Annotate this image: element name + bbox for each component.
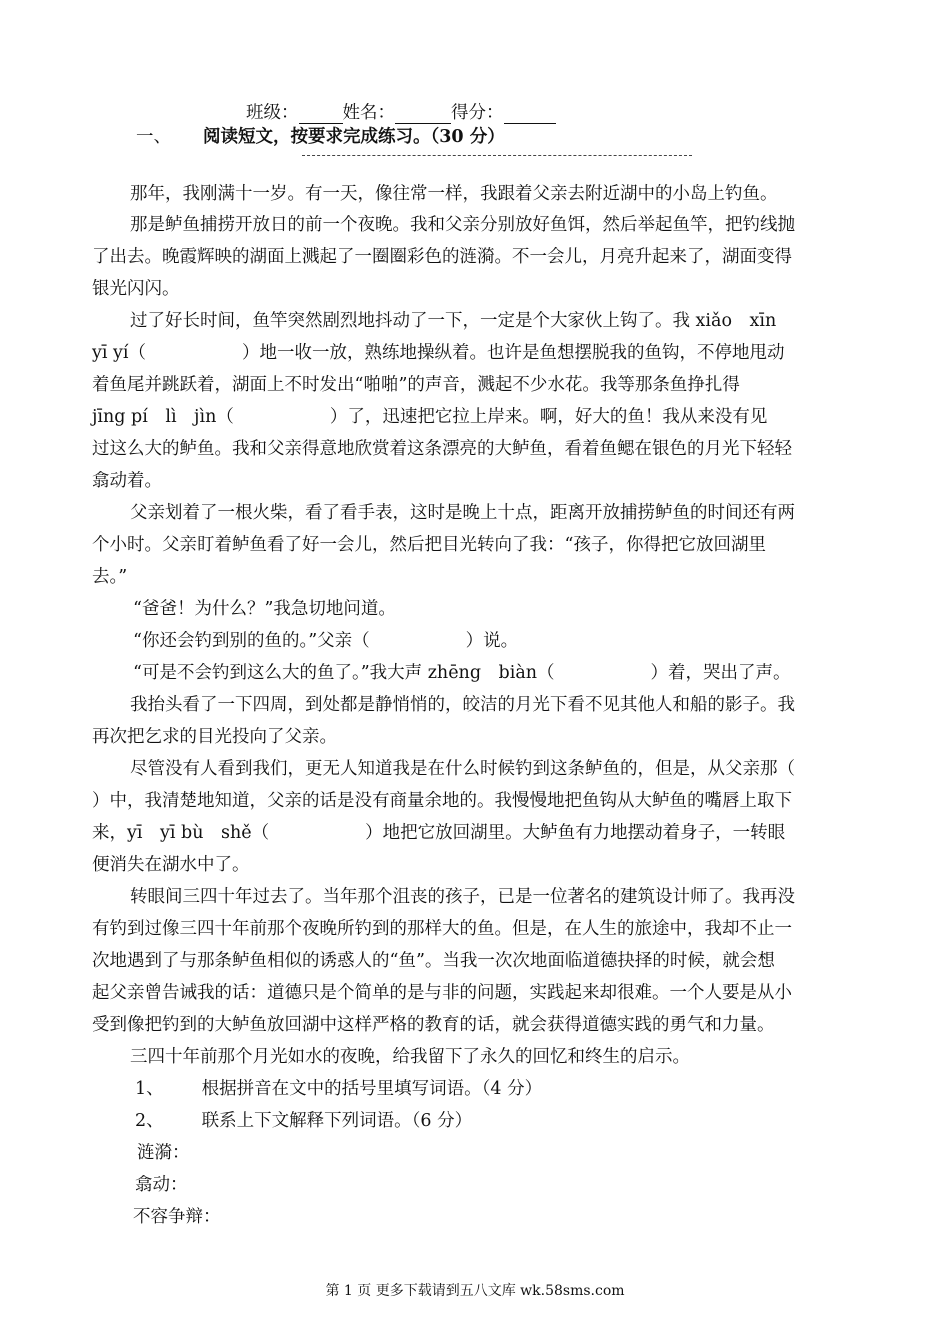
- passage-line: yī yí（ ）地一收一放，熟练地操纵着。也许是鱼想摆脱我的鱼钩，不停地甩动: [92, 343, 785, 363]
- class-label: 班级：: [246, 103, 299, 123]
- passage-line: 尽管没有人看到我们，更无人知道我是在什么时候钓到这条鲈鱼的，但是，从父亲那（: [130, 759, 795, 779]
- pinyin-prompt: 来，yī yī bù shě（: [92, 823, 270, 843]
- passage-line: 受到像把钓到的大鲈鱼放回湖中这样严格的教育的话，就会获得道德实践的勇气和力量。: [92, 1015, 775, 1035]
- passage-line: 我抬头看了一下四周，到处都是静悄悄的，皎洁的月光下看不见其他人和船的影子。我: [130, 695, 795, 715]
- name-label: 姓名：: [342, 103, 395, 123]
- vocab-item: 翕动：: [135, 1175, 188, 1195]
- question-1: [135, 1078, 542, 1100]
- section-number: 一、: [136, 127, 171, 147]
- vocab-item: 涟漪：: [137, 1143, 190, 1163]
- passage-line: 父亲划着了一根火柴，看了看手表，这时是晚上十点，距离开放捕捞鲈鱼的时间还有两: [130, 503, 795, 523]
- dashed-divider: [302, 155, 692, 156]
- passage-line: 次地遇到了与那条鲈鱼相似的诱惑人的“鱼”。当我一次次地面临道德抉择的时候，就会想: [92, 951, 775, 971]
- passage-line: 着鱼尾并跳跃着，湖面上不时发出“啪啪”的声音，溅起不少水花。我等那条鱼挣扎得: [92, 375, 740, 395]
- passage-line: 来，yī yī bù shě（ ）地把它放回湖里。大鲈鱼有力地摆动着身子，一转眼: [92, 823, 786, 843]
- passage-line: 起父亲曾告诫我的话：道德只是个简单的是与非的问题，实践起来却很难。一个人要是从小: [92, 983, 792, 1003]
- score-blank[interactable]: [504, 105, 556, 124]
- passage-line: 三四十年前那个月光如水的夜晚，给我留下了永久的回忆和终生的启示。: [130, 1047, 690, 1067]
- vocab-item: 不容争辩：: [133, 1207, 221, 1227]
- passage-line: 过了好长时间，鱼竿突然剧烈地抖动了一下，一定是个大家伙上钩了。我 xiǎo xīn: [130, 311, 777, 331]
- passage-line: 便消失在湖水中了。: [92, 855, 250, 875]
- name-blank[interactable]: [395, 105, 451, 124]
- passage-line: 那是鲈鱼捕捞开放日的前一个夜晚。我和父亲分别放好鱼饵，然后举起鱼竿，把钓线抛: [130, 215, 795, 235]
- question-number: 1、: [135, 1079, 164, 1099]
- passage-line: 银光闪闪。: [92, 279, 180, 299]
- passage-line: 转眼间三四十年过去了。当年那个沮丧的孩子，已是一位著名的建筑设计师了。我再没: [130, 887, 795, 907]
- question-text: 联系上下文解释下列词语。（6 分）: [201, 1111, 473, 1131]
- passage-line: jīng pí lì jìn（ ）了，迅速把它拉上岸来。啊，好大的鱼！我从来没有见: [92, 407, 768, 427]
- question-number: 2、: [135, 1111, 164, 1131]
- pinyin-prompt: jīng pí lì jìn（: [92, 407, 234, 427]
- passage-line: “可是不会钓到这么大的鱼了。”我大声 zhēng biàn（ ）着，哭出了声。: [133, 663, 791, 683]
- pinyin-prompt: yī yí（: [92, 343, 147, 363]
- passage-line: 去。”: [92, 567, 128, 587]
- passage-line: “爸爸！为什么？”我急切地问道。: [133, 599, 396, 619]
- question-text: 根据拼音在文中的括号里填写词语。（4 分）: [201, 1079, 543, 1099]
- passage-line: 那年，我刚满十一岁。有一天，像往常一样，我跟着父亲去附近湖中的小岛上钓鱼。: [130, 184, 778, 204]
- class-blank[interactable]: [299, 105, 343, 124]
- passage-line: “你还会钓到别的鱼的。”父亲（ ）说。: [133, 631, 519, 651]
- passage-line: 翕动着。: [92, 471, 162, 491]
- pinyin-prompt: “可是不会钓到这么大的鱼了。”我大声 zhēng biàn（: [133, 663, 555, 683]
- passage-line: 个小时。父亲盯着鲈鱼看了好一会儿，然后把目光转向了我：“孩子，你得把它放回湖里: [92, 535, 766, 555]
- passage-line: 有钓到过像三四十年前那个夜晚所钓到的那样大的鱼。但是，在人生的旅途中，我却不止一: [92, 919, 792, 939]
- score-label: 得分：: [451, 103, 504, 123]
- question-2: [135, 1110, 472, 1132]
- passage-line: 了出去。晚霞辉映的湖面上溅起了一圈圈彩色的涟漪。不一会儿，月亮升起来了，湖面变得: [92, 247, 792, 267]
- passage-line: 再次把乞求的目光投向了父亲。: [92, 727, 337, 747]
- section-title: 阅读短文，按要求完成练习。（30 分）: [203, 127, 505, 147]
- passage-line: 过这么大的鲈鱼。我和父亲得意地欣赏着这条漂亮的大鲈鱼，看着鱼鳃在银色的月光下轻轻: [92, 439, 792, 459]
- student-info-row: [246, 102, 556, 124]
- page-footer: 第 1 页 更多下载请到五八文库 wk.58sms.com: [325, 1283, 625, 1299]
- passage-line: ）中，我清楚地知道，父亲的话是没有商量余地的。我慢慢地把鱼钩从大鲈鱼的嘴唇上取下: [92, 791, 792, 811]
- section-heading: [136, 126, 505, 148]
